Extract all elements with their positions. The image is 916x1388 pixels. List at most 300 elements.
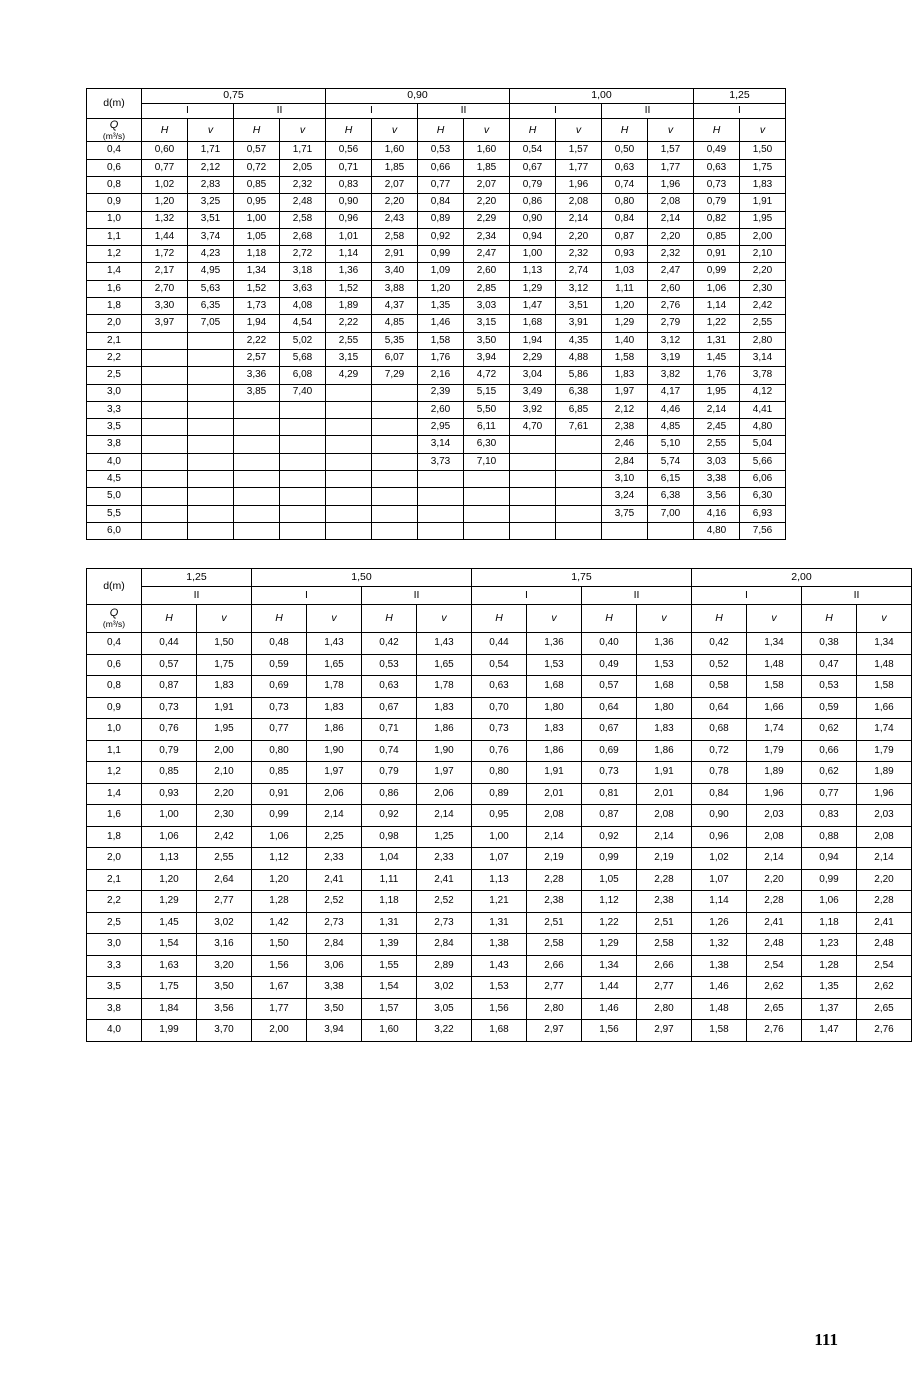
head-value [234, 471, 280, 488]
velocity-value: 2,66 [637, 955, 692, 977]
velocity-value: 3,05 [417, 998, 472, 1020]
velocity-value: 1,86 [527, 740, 582, 762]
head-value: 0,86 [362, 783, 417, 805]
velocity-value: 6,08 [280, 367, 326, 384]
head-value: 1,44 [142, 228, 188, 245]
section-header: II [362, 587, 472, 605]
velocity-column-header: v [417, 605, 472, 633]
velocity-value [280, 488, 326, 505]
head-value: 4,29 [326, 367, 372, 384]
head-value: 3,92 [510, 401, 556, 418]
head-value: 0,57 [582, 676, 637, 698]
head-value: 1,99 [142, 1020, 197, 1042]
velocity-value: 4,54 [280, 315, 326, 332]
row-flow-value: 2,2 [87, 349, 142, 366]
velocity-value: 2,20 [648, 228, 694, 245]
velocity-value: 2,29 [464, 211, 510, 228]
velocity-value: 2,32 [280, 176, 326, 193]
velocity-value: 2,73 [417, 912, 472, 934]
velocity-value: 3,03 [464, 298, 510, 315]
velocity-value: 1,48 [747, 654, 802, 676]
head-value: 0,73 [582, 762, 637, 784]
velocity-value: 3,02 [197, 912, 252, 934]
head-value: 1,54 [362, 977, 417, 999]
velocity-value: 2,07 [464, 176, 510, 193]
head-value: 1,31 [362, 912, 417, 934]
velocity-value: 2,43 [372, 211, 418, 228]
velocity-value: 2,52 [307, 891, 362, 913]
velocity-value: 2,41 [857, 912, 912, 934]
head-value: 0,72 [692, 740, 747, 762]
row-flow-value: 3,8 [87, 998, 142, 1020]
head-value: 2,84 [602, 453, 648, 470]
velocity-value: 2,28 [637, 869, 692, 891]
row-flow-value: 3,3 [87, 955, 142, 977]
row-flow-value: 1,0 [87, 211, 142, 228]
velocity-value: 1,80 [527, 697, 582, 719]
velocity-value: 2,20 [464, 194, 510, 211]
velocity-value [372, 505, 418, 522]
velocity-value: 2,10 [197, 762, 252, 784]
head-value: 1,09 [418, 263, 464, 280]
head-value: 2,55 [326, 332, 372, 349]
head-value: 3,10 [602, 471, 648, 488]
head-value [142, 471, 188, 488]
head-value: 1,38 [692, 955, 747, 977]
head-value: 1,14 [692, 891, 747, 913]
head-column-header: H [510, 119, 556, 142]
head-value: 1,58 [418, 332, 464, 349]
velocity-value: 1,50 [740, 142, 786, 159]
head-value: 0,68 [692, 719, 747, 741]
head-value [142, 488, 188, 505]
head-value [418, 505, 464, 522]
head-value [510, 505, 556, 522]
velocity-value: 1,95 [197, 719, 252, 741]
head-value: 3,75 [602, 505, 648, 522]
table-row [87, 263, 786, 280]
velocity-value: 1,97 [307, 762, 362, 784]
table-row [87, 826, 912, 848]
velocity-value [280, 471, 326, 488]
head-value: 0,94 [802, 848, 857, 870]
row-flow-value: 0,8 [87, 676, 142, 698]
head-value: 3,73 [418, 453, 464, 470]
head-value [510, 436, 556, 453]
head-value: 1,20 [418, 280, 464, 297]
velocity-value: 1,65 [307, 654, 362, 676]
head-value [418, 471, 464, 488]
head-value: 1,02 [142, 176, 188, 193]
head-value: 1,60 [362, 1020, 417, 1042]
velocity-value: 2,25 [307, 826, 362, 848]
head-value: 1,00 [472, 826, 527, 848]
table-row [87, 783, 912, 805]
head-value: 1,12 [252, 848, 307, 870]
row-flow-value: 1,0 [87, 719, 142, 741]
velocity-value: 3,40 [372, 263, 418, 280]
head-value: 0,60 [142, 142, 188, 159]
velocity-value: 6,30 [740, 488, 786, 505]
table-row [87, 505, 786, 522]
velocity-value: 2,20 [197, 783, 252, 805]
head-value: 0,79 [694, 194, 740, 211]
row-flow-value: 2,2 [87, 891, 142, 913]
head-value: 1,35 [418, 298, 464, 315]
table-row [87, 977, 912, 999]
table-row [87, 211, 786, 228]
diameter-group-header: 1,25 [694, 89, 786, 104]
velocity-value: 3,22 [417, 1020, 472, 1042]
table-1 [86, 88, 786, 540]
velocity-value: 2,41 [307, 869, 362, 891]
head-value: 1,04 [362, 848, 417, 870]
velocity-value: 2,73 [307, 912, 362, 934]
head-value [234, 401, 280, 418]
head-value: 1,28 [802, 955, 857, 977]
velocity-value: 6,06 [740, 471, 786, 488]
head-value: 0,73 [142, 697, 197, 719]
head-value: 4,70 [510, 419, 556, 436]
head-value [142, 384, 188, 401]
table-row [87, 419, 786, 436]
velocity-value [464, 505, 510, 522]
velocity-value: 2,55 [740, 315, 786, 332]
head-value: 0,42 [362, 633, 417, 655]
velocity-value: 2,52 [417, 891, 472, 913]
velocity-value: 2,00 [197, 740, 252, 762]
head-value: 2,45 [694, 419, 740, 436]
table-row [87, 1020, 912, 1042]
head-value: 0,77 [418, 176, 464, 193]
velocity-value: 3,16 [197, 934, 252, 956]
velocity-value: 5,74 [648, 453, 694, 470]
table-row [87, 912, 912, 934]
velocity-column-header: v [280, 119, 326, 142]
flow-rate-header [87, 119, 142, 142]
velocity-value: 2,08 [556, 194, 602, 211]
velocity-value: 2,32 [648, 246, 694, 263]
velocity-value [188, 332, 234, 349]
velocity-value: 7,29 [372, 367, 418, 384]
head-value [326, 419, 372, 436]
row-flow-value: 3,8 [87, 436, 142, 453]
velocity-value: 3,12 [556, 280, 602, 297]
velocity-value: 1,96 [648, 176, 694, 193]
velocity-value: 2,66 [527, 955, 582, 977]
head-value [326, 453, 372, 470]
velocity-value: 2,42 [197, 826, 252, 848]
velocity-value: 2,20 [857, 869, 912, 891]
head-value [510, 488, 556, 505]
velocity-value: 1,83 [637, 719, 692, 741]
table-row [87, 280, 786, 297]
velocity-value: 3,14 [740, 349, 786, 366]
velocity-value: 1,91 [527, 762, 582, 784]
head-value [326, 471, 372, 488]
velocity-column-header: v [527, 605, 582, 633]
velocity-value: 1,96 [556, 176, 602, 193]
head-value: 0,63 [694, 159, 740, 176]
head-value: 0,84 [602, 211, 648, 228]
head-value: 0,63 [602, 159, 648, 176]
row-flow-value: 1,1 [87, 740, 142, 762]
head-value: 1,75 [142, 977, 197, 999]
head-value: 0,47 [802, 654, 857, 676]
head-value: 0,44 [472, 633, 527, 655]
velocity-value: 2,47 [464, 246, 510, 263]
head-value: 1,67 [252, 977, 307, 999]
velocity-value: 1,83 [527, 719, 582, 741]
velocity-value [464, 522, 510, 539]
head-value: 0,90 [326, 194, 372, 211]
head-value: 0,80 [472, 762, 527, 784]
diameter-group-header: 1,75 [472, 569, 692, 587]
velocity-value: 2,85 [464, 280, 510, 297]
head-value: 1,34 [234, 263, 280, 280]
row-flow-value: 0,4 [87, 142, 142, 159]
head-value: 2,38 [602, 419, 648, 436]
velocity-value [372, 384, 418, 401]
velocity-value: 3,06 [307, 955, 362, 977]
flow-symbol: Q [109, 118, 119, 131]
head-value [326, 401, 372, 418]
head-value: 1,37 [802, 998, 857, 1020]
velocity-value [188, 505, 234, 522]
row-flow-value: 1,6 [87, 280, 142, 297]
velocity-value [188, 436, 234, 453]
head-value: 1,06 [252, 826, 307, 848]
head-value: 0,85 [234, 176, 280, 193]
head-value: 1,29 [602, 315, 648, 332]
velocity-value [372, 453, 418, 470]
velocity-value: 5,15 [464, 384, 510, 401]
velocity-column-header: v [197, 605, 252, 633]
velocity-value: 1,71 [280, 142, 326, 159]
velocity-value: 1,43 [417, 633, 472, 655]
head-value: 1,29 [510, 280, 556, 297]
head-value: 1,18 [802, 912, 857, 934]
velocity-value: 1,89 [857, 762, 912, 784]
velocity-value: 3,12 [648, 332, 694, 349]
table-row [87, 436, 786, 453]
diameter-group-header: 2,00 [692, 569, 912, 587]
section-header: I [472, 587, 582, 605]
head-value: 1,20 [142, 869, 197, 891]
head-value: 1,13 [510, 263, 556, 280]
velocity-value: 1,57 [648, 142, 694, 159]
velocity-value: 2,41 [417, 869, 472, 891]
velocity-value: 2,05 [280, 159, 326, 176]
velocity-value: 2,48 [280, 194, 326, 211]
velocity-value: 2,14 [637, 826, 692, 848]
velocity-value: 1,83 [307, 697, 362, 719]
head-value: 1,29 [142, 891, 197, 913]
head-value: 1,50 [252, 934, 307, 956]
velocity-value: 2,80 [637, 998, 692, 1020]
head-value: 0,79 [510, 176, 556, 193]
velocity-value: 1,68 [527, 676, 582, 698]
velocity-value: 1,53 [637, 654, 692, 676]
velocity-value [372, 471, 418, 488]
velocity-value: 3,38 [307, 977, 362, 999]
table-row [87, 676, 912, 698]
page-number: 111 [814, 1330, 838, 1349]
table-row [87, 176, 786, 193]
velocity-value: 1,97 [417, 762, 472, 784]
head-value [326, 384, 372, 401]
head-value: 1,42 [252, 912, 307, 934]
head-column-header: H [142, 119, 188, 142]
velocity-value: 1,91 [637, 762, 692, 784]
head-value: 1,46 [418, 315, 464, 332]
diameter-group-header: 1,00 [510, 89, 694, 104]
table-row [87, 159, 786, 176]
velocity-value: 4,85 [648, 419, 694, 436]
velocity-value: 2,65 [747, 998, 802, 1020]
head-column-header: H [418, 119, 464, 142]
head-value: 0,92 [418, 228, 464, 245]
head-value: 3,03 [694, 453, 740, 470]
head-value: 0,66 [418, 159, 464, 176]
table-row [87, 955, 912, 977]
table-row [87, 697, 912, 719]
row-flow-value: 2,0 [87, 315, 142, 332]
velocity-value: 5,35 [372, 332, 418, 349]
head-value: 0,79 [142, 740, 197, 762]
head-value: 0,99 [418, 246, 464, 263]
head-value: 3,15 [326, 349, 372, 366]
head-value: 0,82 [694, 211, 740, 228]
head-value: 0,64 [692, 697, 747, 719]
head-value [602, 522, 648, 539]
velocity-value: 2,89 [417, 955, 472, 977]
velocity-value: 4,17 [648, 384, 694, 401]
head-value: 4,16 [694, 505, 740, 522]
head-value: 1,46 [582, 998, 637, 1020]
velocity-value [556, 522, 602, 539]
head-value: 1,00 [234, 211, 280, 228]
velocity-value [372, 522, 418, 539]
velocity-value: 2,65 [857, 998, 912, 1020]
head-value: 1,05 [234, 228, 280, 245]
velocity-value: 6,35 [188, 298, 234, 315]
velocity-value: 4,12 [740, 384, 786, 401]
head-value: 2,46 [602, 436, 648, 453]
head-value: 4,80 [694, 522, 740, 539]
velocity-value: 1,89 [747, 762, 802, 784]
head-value: 0,98 [362, 826, 417, 848]
velocity-value: 2,48 [747, 934, 802, 956]
head-value: 2,17 [142, 263, 188, 280]
velocity-value: 2,58 [637, 934, 692, 956]
velocity-value: 2,06 [417, 783, 472, 805]
table-row [87, 719, 912, 741]
table-row [87, 453, 786, 470]
head-value [142, 367, 188, 384]
table-row [87, 488, 786, 505]
section-header: II [602, 104, 694, 119]
velocity-value [188, 453, 234, 470]
velocity-value: 2,76 [857, 1020, 912, 1042]
row-flow-value: 0,9 [87, 194, 142, 211]
velocity-value: 6,93 [740, 505, 786, 522]
velocity-value: 2,34 [464, 228, 510, 245]
velocity-value: 1,36 [527, 633, 582, 655]
head-value: 1,44 [582, 977, 637, 999]
velocity-value: 4,46 [648, 401, 694, 418]
head-value [326, 505, 372, 522]
head-value: 1,14 [326, 246, 372, 263]
head-value [234, 522, 280, 539]
head-value [142, 401, 188, 418]
table-row [87, 848, 912, 870]
head-value: 0,84 [692, 783, 747, 805]
velocity-value: 2,72 [280, 246, 326, 263]
head-value: 1,77 [252, 998, 307, 1020]
head-value: 0,38 [802, 633, 857, 655]
velocity-value: 3,91 [556, 315, 602, 332]
head-value [510, 471, 556, 488]
velocity-value: 6,30 [464, 436, 510, 453]
head-value: 1,68 [510, 315, 556, 332]
velocity-value: 3,51 [556, 298, 602, 315]
row-flow-value: 1,8 [87, 298, 142, 315]
velocity-value: 2,64 [197, 869, 252, 891]
table-row [87, 471, 786, 488]
head-value: 0,95 [234, 194, 280, 211]
head-value: 0,73 [472, 719, 527, 741]
head-value: 0,91 [252, 783, 307, 805]
head-value: 1,34 [582, 955, 637, 977]
head-column-header: H [142, 605, 197, 633]
diameter-group-header: 1,50 [252, 569, 472, 587]
head-value: 1,56 [472, 998, 527, 1020]
head-value: 3,30 [142, 298, 188, 315]
velocity-value: 4,88 [556, 349, 602, 366]
head-value: 1,45 [142, 912, 197, 934]
head-value: 1,03 [602, 263, 648, 280]
velocity-value: 2,19 [527, 848, 582, 870]
velocity-value: 4,35 [556, 332, 602, 349]
head-value: 0,56 [326, 142, 372, 159]
head-column-header: H [694, 119, 740, 142]
velocity-value: 1,68 [637, 676, 692, 698]
head-column-header: H [802, 605, 857, 633]
section-header: II [142, 587, 252, 605]
head-value: 0,89 [418, 211, 464, 228]
corner-label: d(m) [87, 569, 142, 605]
velocity-value: 1,86 [637, 740, 692, 762]
velocity-value: 2,03 [747, 805, 802, 827]
velocity-value: 3,82 [648, 367, 694, 384]
velocity-value: 2,03 [857, 805, 912, 827]
table-row [87, 332, 786, 349]
head-value: 1,53 [472, 977, 527, 999]
head-value: 0,89 [472, 783, 527, 805]
velocity-value: 1,91 [740, 194, 786, 211]
velocity-value: 3,02 [417, 977, 472, 999]
head-value: 1,29 [582, 934, 637, 956]
row-flow-value: 1,1 [87, 228, 142, 245]
velocity-value: 1,85 [372, 159, 418, 176]
velocity-value: 2,80 [527, 998, 582, 1020]
head-value: 1,26 [692, 912, 747, 934]
velocity-value: 2,83 [188, 176, 234, 193]
head-value: 1,32 [692, 934, 747, 956]
velocity-value: 1,91 [197, 697, 252, 719]
row-flow-value: 3,3 [87, 401, 142, 418]
